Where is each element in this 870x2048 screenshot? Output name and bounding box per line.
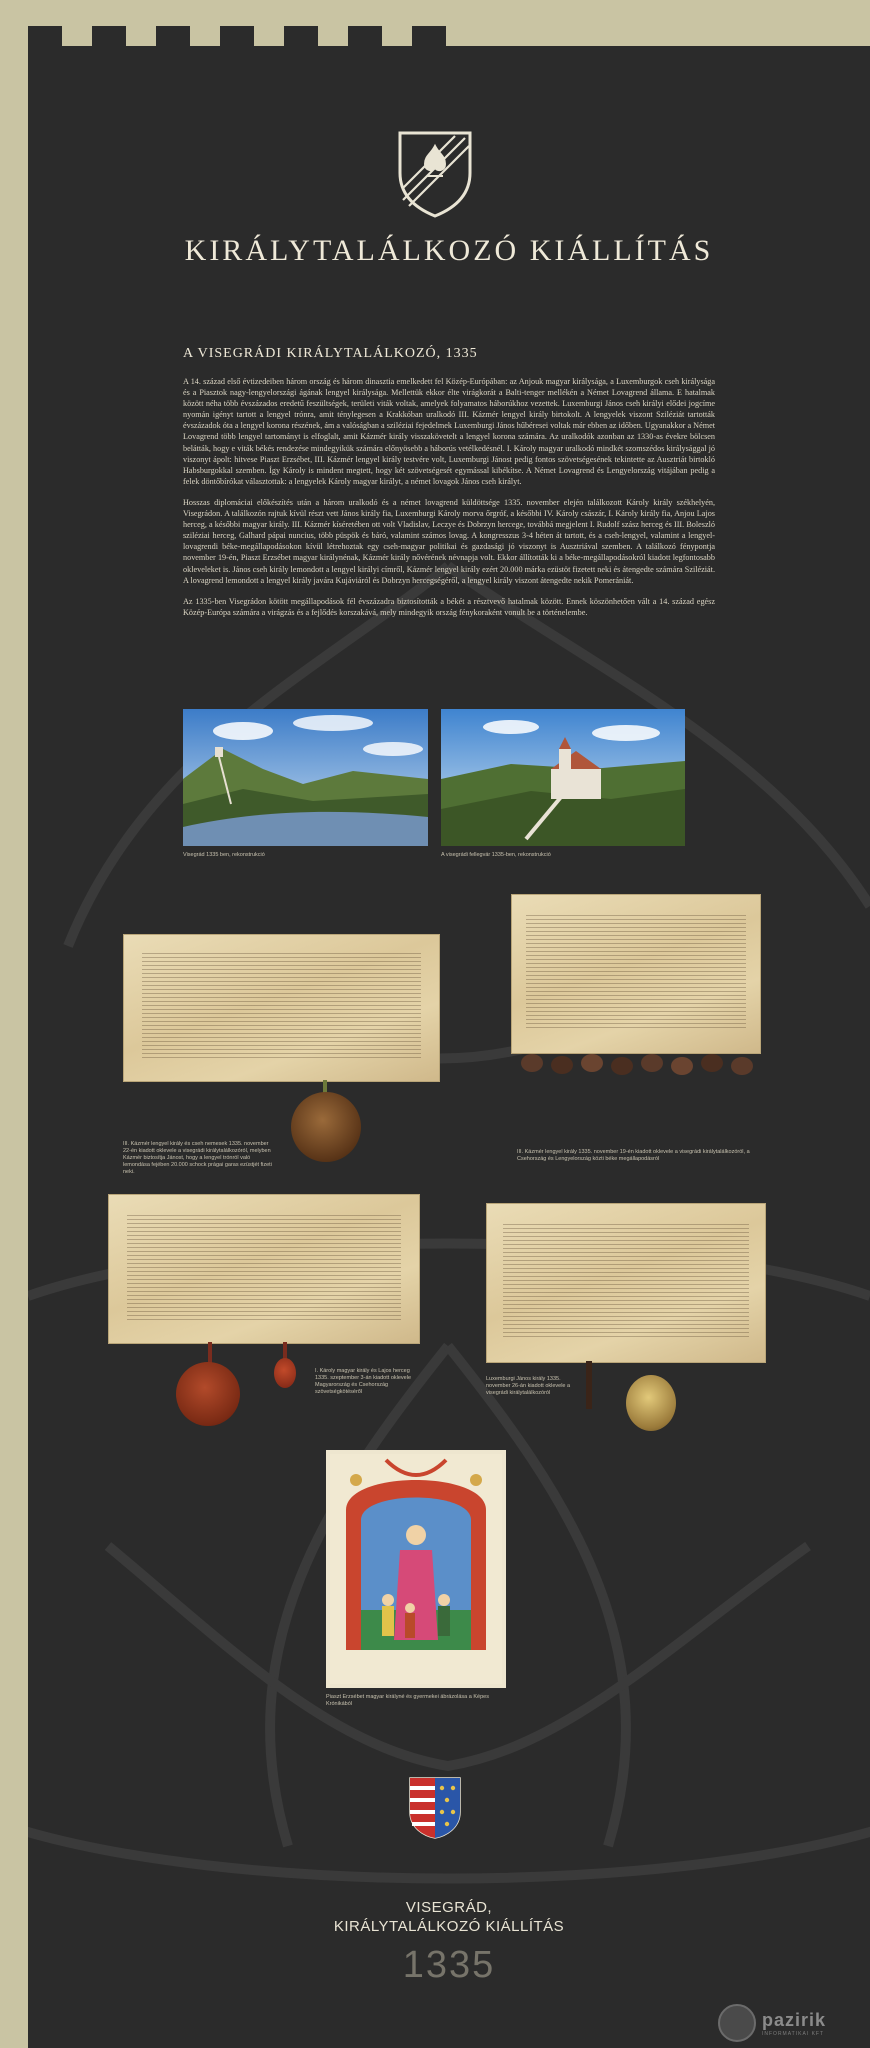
visegrad-reconstruction-photo (183, 709, 428, 846)
merlon (284, 26, 318, 48)
footer-year: 1335 (402, 1944, 496, 1986)
hungarian-coat-of-arms-icon (408, 1776, 462, 1840)
exhibition-banner (28, 46, 870, 2048)
body-text (183, 376, 715, 628)
paragraph: A 14. század első évtizedeiben három ország és három dinasztia emelkedett fel Közép-Európában: az Anjouk magyar királysága, a Luxemburgok cseh királysága és a Piasztok nagy-lengyelországi ágának lengyel királysága. Mellettük ekkor élte virágkorát a Balti-tenger mellékén a Német Lovagrend állama. E hatalmak között néha több évszázados eredetű feszültségek, területi viták voltak, amelyek folyamatos háborúkhoz vezettek. Luxemburgi János cseh királyi elődei jogcíme nyomán igényt tartott a lengyel trónra, amit ténylegesen a Krakkóban uralkodó III. Kázmér lengyel király birtokolt. A lengyelek viszont Sziléziát tartották évszázadok óta a lengyel korona részének, ám a valóságban a sziléziai fejedelmek Luxemburgi János hűbéresei voltak már ebben az időben. Ugyanakkor a Német Lovagrend több lengyel tartományt is elfoglalt, amit Kázmér király visszakövetelt a lengyel korona számára. Az uralkodók azonban az 1330-as évekre bölcsen belátták, hogy e viták békés rendezése mindegyikük számára előnyösebb a háborús vetélkedésnél. I. Károly magyar uralkodó mindkét szomszédos királysággal jó viszonyt ápolt: hitvese Piaszt Erzsébet, III. Kázmér lengyel király testvére volt, Luxemburgi Jánost pedig fontos szövetségesének tekintette az Ausztriát birtokló Habsburgokkal szemben. Így Károly is mindent megtett, hogy két szövetségesét egymással kibékítse. A Német Lovagrend és Lengyelország vitájában pedig a felek döntőbírókat választottak: a lengyelek Károly magyar királyt, a német lovagok János cseh királyt. (183, 377, 715, 486)
merlon (92, 26, 126, 48)
document-caption: I. Károly magyar király és Lajos herceg 1335. szeptember 3-án kiadott oklevele Magyarország és Csehország szövetségkötéséről (315, 1368, 412, 1395)
section-title: A VISEGRÁDI KIRÁLYTALÁLKOZÓ, 1335 (183, 346, 478, 361)
merlon (28, 26, 62, 48)
paragraph: Hosszas diplomáciai előkészítés után a három uralkodó és a német lovagrend küldöttsége 1335. november elején találkozott Károly király székhelyén, Visegrádon. A találkozón rajtuk kívül részt vett János király fia, Luxemburgi Károly morva őrgróf, a későbbi IV. Károly császár, I. Károly király fia, Anjou Lajos herceg, a későbbi magyar király. III. Kázmér kíséretében ott volt Vladislav, Leczye és Dobrzyn hercege, továbbá megjelent I. Rudolf szász herceg és III. Boleszló sziléziai herceg, Galhard pápai nuncius, több püspök és báró, valamint számos lovag. A kongresszus 3-4 héten át tartott, és a cseh-lengyel, valamint a lengyel-lovagrendi béke-megállapodásokon kívül létrehoztak egy cseh-magyar politikai és gazdasági jó viszonyt is Ausztriával szemben. A találkozó fénypontja november 19-én, Piaszt Erzsébet magyar királynénak, Kázmér király nővérének névnapja volt. Ekkor állították ki a béke-megállapodásokról kiadott legfontosabb okleveleket is. János cseh király lemondott a lengyel királyi címről, Kázmér lengyel király ezért 20.000 márka ezüstöt fizetett neki és átengedte számára Sziléziát. A lovagrend lemondott a lengyel király javára Kujáviáról és Dobrzyn hercegségéről, a lengyel király viszont átengedte nekik Pomerániát. (183, 497, 715, 585)
logo-name: pazirik (762, 2009, 827, 2030)
merlon (412, 26, 446, 48)
merlon (220, 26, 254, 48)
crenellation (28, 26, 870, 48)
coat-of-arms-icon (395, 128, 475, 218)
citadel-reconstruction-photo (441, 709, 685, 846)
footer-line: VISEGRÁD, (405, 1899, 493, 1916)
page-title: KIRÁLYTALÁLKOZÓ KIÁLLÍTÁS (184, 234, 714, 267)
document-caption: Luxemburgi János király 1335. november 26-án kiadott oklevele a visegrádi királytalálkozóról (486, 1376, 571, 1396)
illuminated-chronicle-image (326, 1450, 506, 1688)
footer-line: KIRÁLYTALÁLKOZÓ KIÁLLÍTÁS (333, 1918, 565, 1935)
photo-caption: Visegrád 1335 ben, rekonstrukció (183, 852, 265, 858)
document-caption: III. Kázmér lengyel király 1335. november 19-én kiadott oklevele a visegrádi királytalálkozóról, a Csehország és Lengyelország közti béke megállapodásról (517, 1149, 750, 1162)
pazirik-emblem-icon (718, 2004, 756, 2042)
photo-caption: A visegrádi fellegvár 1335-ben, rekonstrukció (441, 852, 551, 858)
document-caption: III. Kázmér lengyel király és cseh nemesek 1335. november 22-én kiadott oklevele a visegrádi királytalálkozóról, melyben Kázmér biztosítja Jánost, hogy a lengyel trónról való lemondása fejében 20.000 schock prágai garas ezüstjét fizeti neki. (123, 1141, 272, 1175)
pazirik-logo (718, 2004, 826, 2042)
merlon (348, 26, 382, 48)
logo-subtitle: INFORMATIKAI KFT (762, 2030, 825, 2037)
merlon (156, 26, 190, 48)
paragraph: Az 1335-ben Visegrádon kötött megállapodások fél évszázadra biztosították a békét a résztvevő hatalmak között. Ennek köszönhetően vált a 14. század egész Közép-Európa számára a virágzás és a fejlődés korszakává, mely mindegyik ország fénykoraként vonult be a történelembe. (183, 596, 715, 617)
document-caption: Piaszt Erzsébet magyar királyné és gyermekei ábrázolása a Képes Krónikából (326, 1694, 489, 1707)
footer-title (28, 1898, 870, 1936)
